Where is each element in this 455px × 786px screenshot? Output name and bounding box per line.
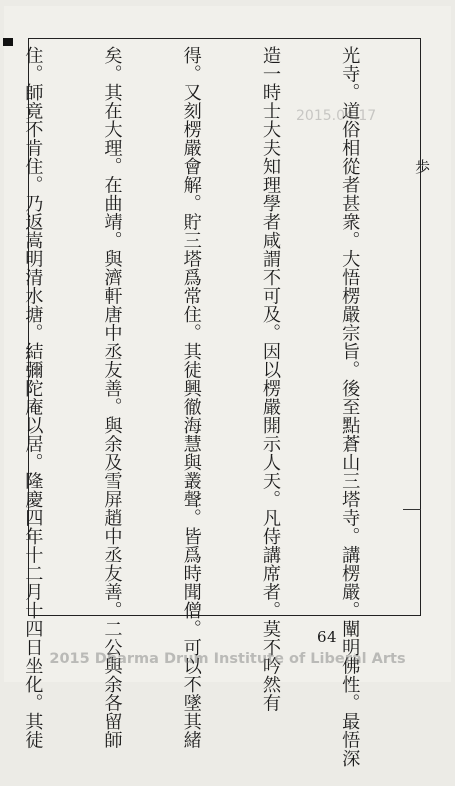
date-watermark: 2015.04.17	[296, 108, 377, 124]
page-number: 64	[317, 628, 338, 646]
margin-tick	[403, 509, 421, 510]
text-line-1: 光寺。道俗相從者甚衆。大悟楞嚴宗旨。後至點蒼山三塔寺。講楞嚴。闡明佛性。最悟深	[339, 46, 361, 768]
scan-corner-mark	[3, 38, 13, 46]
text-line-5: 住。師竟不肯住。乃返嵩明清水塘。結彌陀庵以居。隆慶四年十二月十四日坐化。其徒	[22, 46, 44, 749]
text-line-4: 矣。其在大理。在曲靖。與濟軒唐中丞友善。與余及雪屏趙中丞友善。二公與余各留師	[101, 46, 123, 749]
text-line-2: 造一時士大夫知理學者咸謂不可及。因以楞嚴開示人天。凡侍講席者。莫不吟然有	[259, 46, 281, 712]
footer-watermark: 2015 Dharma Drum Institute of Liberal Arts	[49, 651, 406, 667]
margin-mark: 歩	[413, 159, 431, 174]
text-line-3: 得。又刻楞嚴會解。貯三塔爲常住。其徒興徹海慧與叢聲。皆爲時聞僧。可以不墜其緒	[180, 46, 202, 749]
